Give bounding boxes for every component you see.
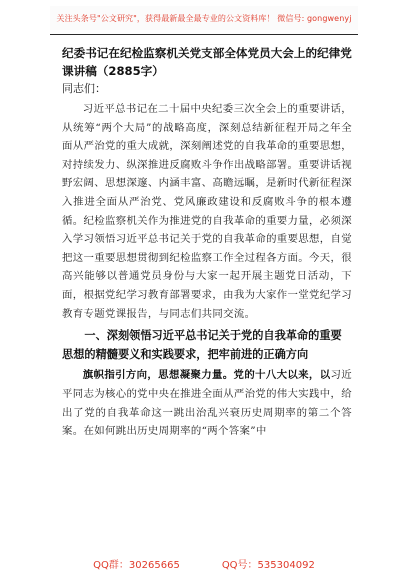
- paragraph-lead: 旗帜指引方向，思想凝聚力量。党的十八大以来，以: [82, 369, 331, 382]
- salutation: 同志们：: [62, 82, 106, 95]
- paragraph-text: 习近平同志为核心的党中央在推进全面从严治党的伟大实践中，给出了党的自我革命这一跳出治乱兴衰历史周期率的第二个答案。在如何跳出历史周期率的“两个答案”中: [62, 369, 352, 438]
- body-paragraph: [62, 366, 352, 440]
- document-title: 纪委书记在纪检监察机关党支部全体党员大会上的纪律党课讲稿（2885字）: [62, 46, 352, 78]
- header-banner: [50, 6, 358, 30]
- body-paragraph: 习近平总书记在二十届中央纪委三次全会上的重要讲话，从统筹“两个大局”的战略高度，深刻总结新征程开局之年全面从严治党的重大成就，深刻阐述党的自我革命的重要思想，对持续发力、纵深推进反腐败斗争作出战略部署。重要讲话视野宏阔、思想深邃、内涵丰富、高瞻远瞩，是新时代新征程深入推进全面从严治党、党风廉政建设和反腐败斗争的根本遵循。纪检监察机关作为推进党的自我革命的重要力量，必须深入学习领悟习近平总书记关于党的自我革命的重要思想，自觉把这一重要思想贯彻到纪检监察工作全过程各方面。今天，很高兴能够以普通党员身份与大家一起开展主题党日活动，下面，根据党纪学习教育部署要求，由我为大家作一堂党纪学习教育专题党课报告，与同志们共同交流。: [62, 103, 352, 320]
- footer-contacts: [0, 556, 408, 574]
- header-divider: [50, 34, 358, 35]
- qq-group-text: QQ群：30265665: [93, 560, 180, 571]
- document-body: [62, 44, 352, 441]
- banner-text: 关注头条号"公文研究"，获得最新最全最专业的公文资料库！ 微信号: gongwenyj: [56, 13, 352, 23]
- qq-number-text: QQ号：535304092: [221, 560, 315, 571]
- section-heading: 一、深刻领悟习近平总书记关于党的自我革命的重要思想的精髓要义和实践要求，把牢前进的正确方向: [62, 329, 342, 361]
